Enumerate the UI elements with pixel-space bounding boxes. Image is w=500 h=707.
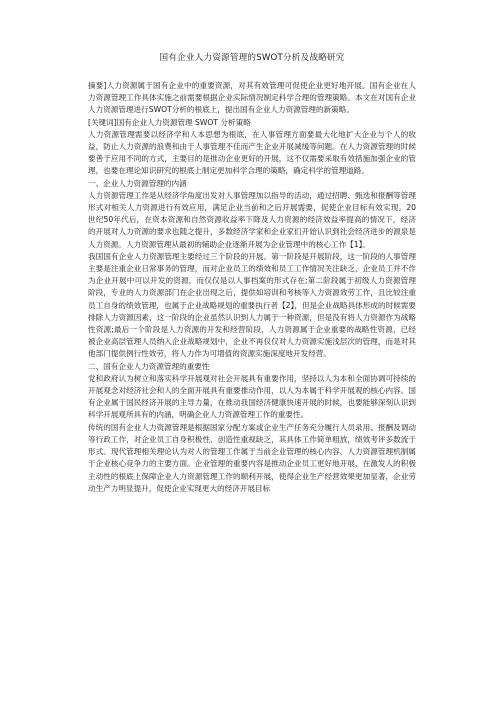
keywords-line: [关键词]国有企业人力资源管理 SWOT 分析策略 — [88, 117, 251, 127]
section-heading-1: 一、企业人力资源管理的内涵 — [88, 178, 187, 188]
section-heading-2: 二、国有企业人力资源管理的重要性 — [88, 361, 210, 371]
section2-paragraph-1: 党和政府认为树立和落实科学开展观对社会开展具有重要作用，坚持以人为本和全面协调可持续的开展观念对经济社会和人的全面开展具有重要推动作用，以人为本属于科学开展观的核心内容。国有企业属于国民经济开展的主导力量，在推动我国经济健康快速开展的时候，也要能够深刻认识到科学开展观所具有的内涵，明确企业人力资源管理工作的重要性。 — [88, 373, 416, 420]
section1-paragraph-2: 我国国有企业人力资源管理主要经过三个阶段的开展。第一阶段是开展阶段，这一阶段的人事管理主要是注重企业日常事务的管理，而对企业员工的绩效和员工工作情况关注缺乏，企业员工并不作为企业开展中可以开发的资源，而仅仅是以人事档案的形式存在;第二阶段属于初级人力资源管理阶段，专业的人力资源部门在企业出现之后，提供如培训和考核等人力资源效劳工作，且比较注重员工自身的绩效管理，也属于企业战略规划的重要执行者【2】，但是企业战略具体形成的时候需要排除人力资源因素，这一阶段的企业虽然认识到人力属于一种资源，但是没有将人力资源作为战略性资源;最后一个阶段是人力资源的开发和经营阶段，人力资源属于企业重要的战略性资源，已经被企业高层管理人员纳入企业战略规划中，企业不再仅仅对人力资源实施浅层次的管理，而是对其他部门提供例行性效劳，将人力作为可增值的资源实施深度地开发经营。 — [88, 251, 416, 359]
document-body — [88, 80, 416, 495]
intro-paragraph: 人力资源管理需要以经济学和人本思想为根底，在人事管理方面要最大化地扩大企业与个人的收益，防止人力资源的浪费和由于人事管理不佳而产生企业开展减缓等问题。在人力资源管理的时候要善于应用不同的方式，主要目的是推动企业更好的开展，这不仅需要采取有效措施加强企业的管理，也要在理论知识研究的根底上制定更加科学合理的策略，确定科学的管理道路。 — [88, 129, 416, 176]
document-title: 国有企业人力资源管理的SWOT分析及战略研究 — [159, 53, 345, 63]
section1-paragraph-1: 人力资源管理工作是从经济学角度出发对人事管理加以指导的活动，通过招聘、甄选和报酬等管理形式对相关人力资源进行有效应用，满足企业当前和之后开展需要，促使企业目标有效实现。20世纪50年代后，在资本资源和自然资源收益率下降及人力资源的经济效益率提高的情况下，经济的开展对人力资源的要求也随之提升，多数经济学家和企业家们开始认识到社会经济进步的源泉是人力资源。人力资源管理从最初的辅助企业逐渐开展为企业管理中的核心工作【1】。 — [88, 190, 416, 249]
abstract-paragraph: 摘要]人力资源属于国有企业中的重要资源，对其有效管理可促使企业更好地开展。国有企业在人力资源管理工作具体实施之前需要根据企业实际情况制定科学合理的管理策略。本文在对国有企业人力资源管理进行SWOT分析的根底上，提出国有企业人力资源管理的新策略。 — [88, 81, 416, 115]
section2-paragraph-2: 传统的国有企业人力资源管理是根据国家分配方案或企业生产任务充分履行人员录用、报酬及调动等行政工作，对企业员工自身积极性、创造性重视缺乏，其具体工作简单粗放，绩效考评多数流于形式。现代管理相关理论认为对人的管理工作属于当前企业管理的核心内容，人力资源管理机制属于企业核心竞争力的主要方面。企业管理的重要内容是推动企业员工更好地开展，在激发人的积极主动性的根底上保障企业人力资源管理工作的顺利开展，使得企业生产经营效果更加显著，企业劳动生产力明显提升，促使企业实现更大的经济开展目标 — [88, 422, 416, 493]
